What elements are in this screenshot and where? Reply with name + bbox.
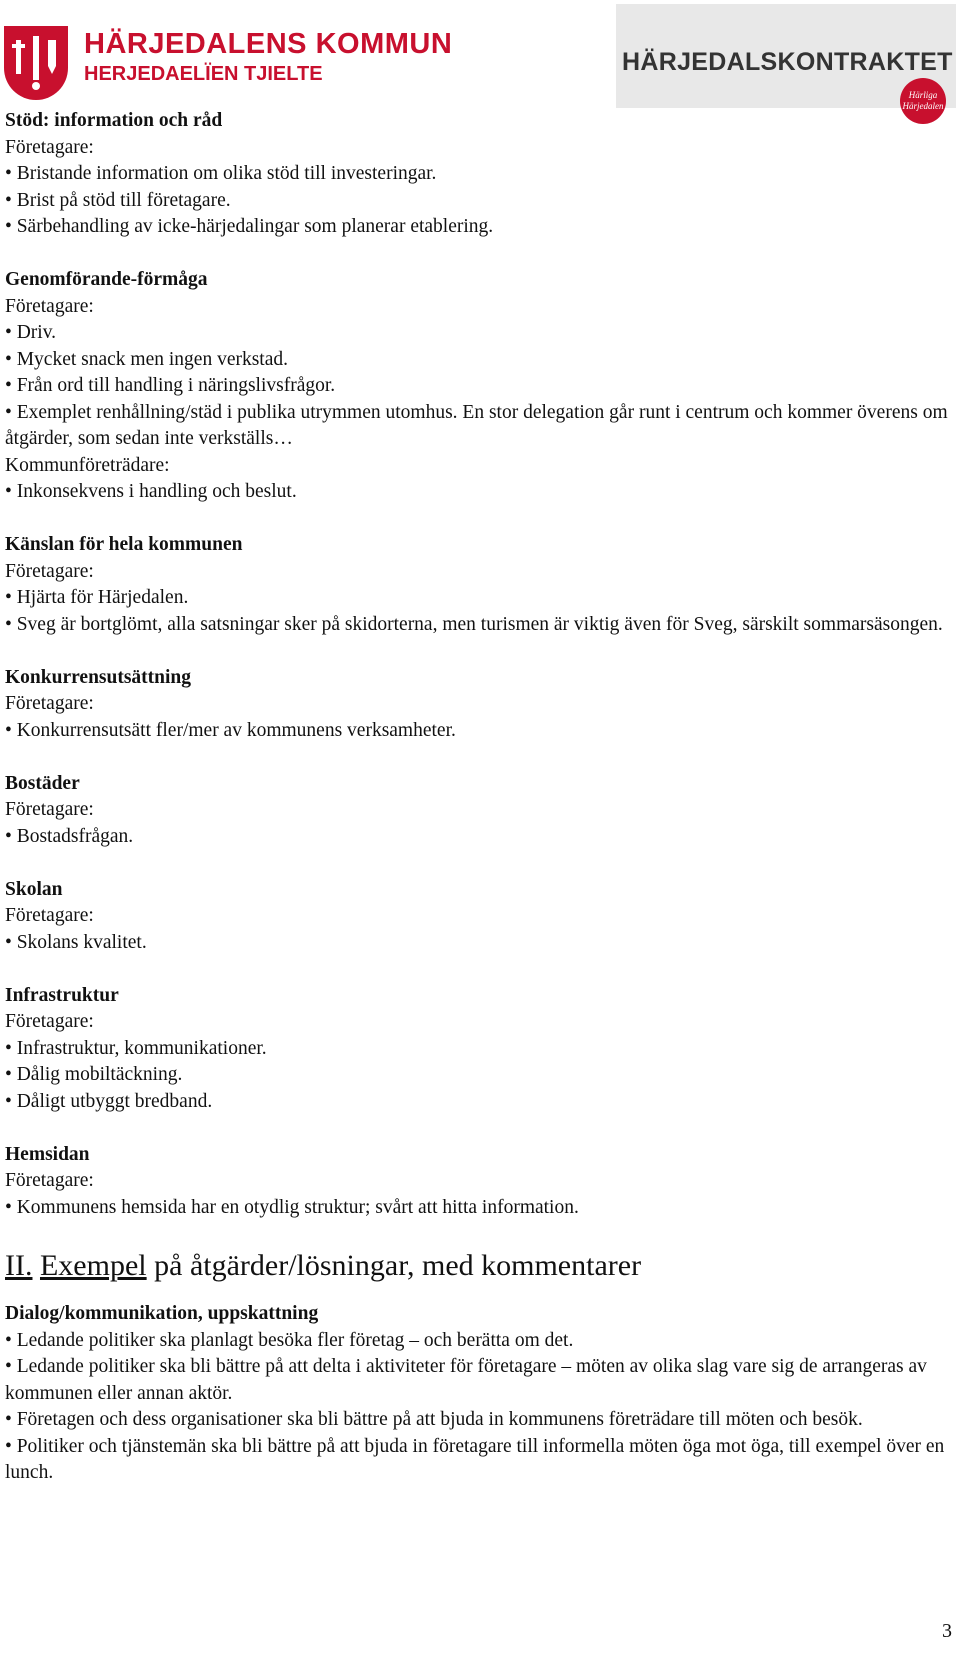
role-label: Företagare: <box>5 560 94 582</box>
list-item: • Hjärta för Härjedalen. <box>5 587 189 608</box>
section-skolan <box>5 877 955 957</box>
list-item: • Bostadsfrågan. <box>5 825 134 847</box>
list-item: • Mycket snack men ingen verkstad. <box>5 348 288 370</box>
section-heading: Konkurrensutsättning <box>5 666 192 688</box>
section-bostader <box>5 771 955 851</box>
list-item: • Bristande information om olika stöd till investeringar. <box>5 163 437 184</box>
section-infrastruktur <box>5 983 955 1116</box>
section-konkurrens <box>5 665 955 745</box>
list-item: • Kommunens hemsida har en otydlig struktur; svårt att hitta information. <box>5 1196 579 1218</box>
role-label: Företagare: <box>5 1011 94 1032</box>
section-stod <box>5 108 955 241</box>
role-label: Företagare: <box>5 295 94 317</box>
role-label: Företagare: <box>5 1170 94 1191</box>
list-item: • Ledande politiker ska planlagt besöka fler företag – och berätta om det. <box>5 1329 574 1351</box>
badge-line-2: Härjedalen <box>902 101 944 111</box>
list-item: • Brist på stöd till företagare. <box>5 189 231 211</box>
part-two-numeral: II. <box>5 1249 33 1282</box>
logo-line-2: HERJEDAELÏEN TJIELTE <box>84 63 323 85</box>
list-item: • Inkonsekvens i handling och beslut. <box>5 481 297 502</box>
list-item: • Företagen och dess organisationer ska bli bättre på att bjuda in kommunens företrädare till möten och besök. <box>5 1409 863 1430</box>
list-item: • Sveg är bortglömt, alla satsningar sker på skidorterna, men turismen är viktig även för Sveg, särskilt sommarsäsongen. <box>5 613 943 635</box>
section-heading: Stöd: information och råd <box>5 110 223 131</box>
section-dialog <box>5 1301 955 1487</box>
list-item: • Politiker och tjänstemän ska bli bättre på att bjuda in företagare till informella möten öga mot öga, till exempel över en lunch. <box>5 1435 945 1483</box>
role-label: Företagare: <box>5 799 94 820</box>
list-item: • Från ord till handling i näringslivsfrågor. <box>5 375 336 396</box>
section-heading: Skolan <box>5 878 63 900</box>
section-heading: Infrastruktur <box>5 984 119 1006</box>
list-item: • Konkurrensutsätt fler/mer av kommunens verksamheter. <box>5 719 456 741</box>
logo-line-1: HÄRJEDALENS KOMMUN <box>84 28 453 60</box>
list-item: • Infrastruktur, kommunikationer. <box>5 1037 267 1059</box>
section-heading: Bostäder <box>5 772 80 794</box>
role-label: Företagare: <box>5 693 94 714</box>
list-item: • Särbehandling av icke-härjedalingar som planerar etablering. <box>5 216 494 237</box>
badge-line-1: Härliga <box>908 90 938 100</box>
municipality-seal-icon <box>4 26 68 100</box>
role-label: Företagare: <box>5 136 94 158</box>
section-heading: Hemsidan <box>5 1143 90 1165</box>
section-kanslan <box>5 532 955 638</box>
part-two-underlined-word: Exempel <box>39 1249 147 1282</box>
role-label: Företagare: <box>5 905 94 926</box>
list-item: • Skolans kvalitet. <box>5 931 147 953</box>
part-two-title <box>5 1249 955 1283</box>
list-item: • Driv. <box>5 322 57 343</box>
role-label: Kommunföreträdare: <box>5 454 170 476</box>
section-heading: Känslan för hela kommunen <box>5 534 243 555</box>
document-body <box>5 108 955 1487</box>
section-hemsidan <box>5 1142 955 1222</box>
page-number: 3 <box>942 1620 952 1642</box>
harjedalens-kommun-logo <box>4 22 453 106</box>
part-two-title-rest: på åtgärder/lösningar, med kommentarer <box>146 1249 642 1282</box>
list-item: • Ledande politiker ska bli bättre på att delta i aktiviteter för företagare – möten av olika slag vare sig de arrangeras av kommunen eller annan aktör. <box>5 1356 927 1404</box>
section-heading: Dialog/kommunikation, uppskattning <box>5 1303 319 1324</box>
list-item: • Dåligt utbyggt bredband. <box>5 1090 213 1112</box>
list-item: • Dålig mobiltäckning. <box>5 1064 183 1085</box>
section-heading: Genomförande-förmåga <box>5 269 208 290</box>
harjedalskontraktet-logo <box>616 4 956 111</box>
list-item: • Exemplet renhållning/städ i publika utrymmen utomhus. En stor delegation går runt i centrum och kommer överens om åtgärder, som sedan inte verkställs… <box>5 401 948 449</box>
harjedalskontraktet-title: HÄRJEDALSKONTRAKTET <box>622 48 953 76</box>
section-genomforande <box>5 267 955 506</box>
